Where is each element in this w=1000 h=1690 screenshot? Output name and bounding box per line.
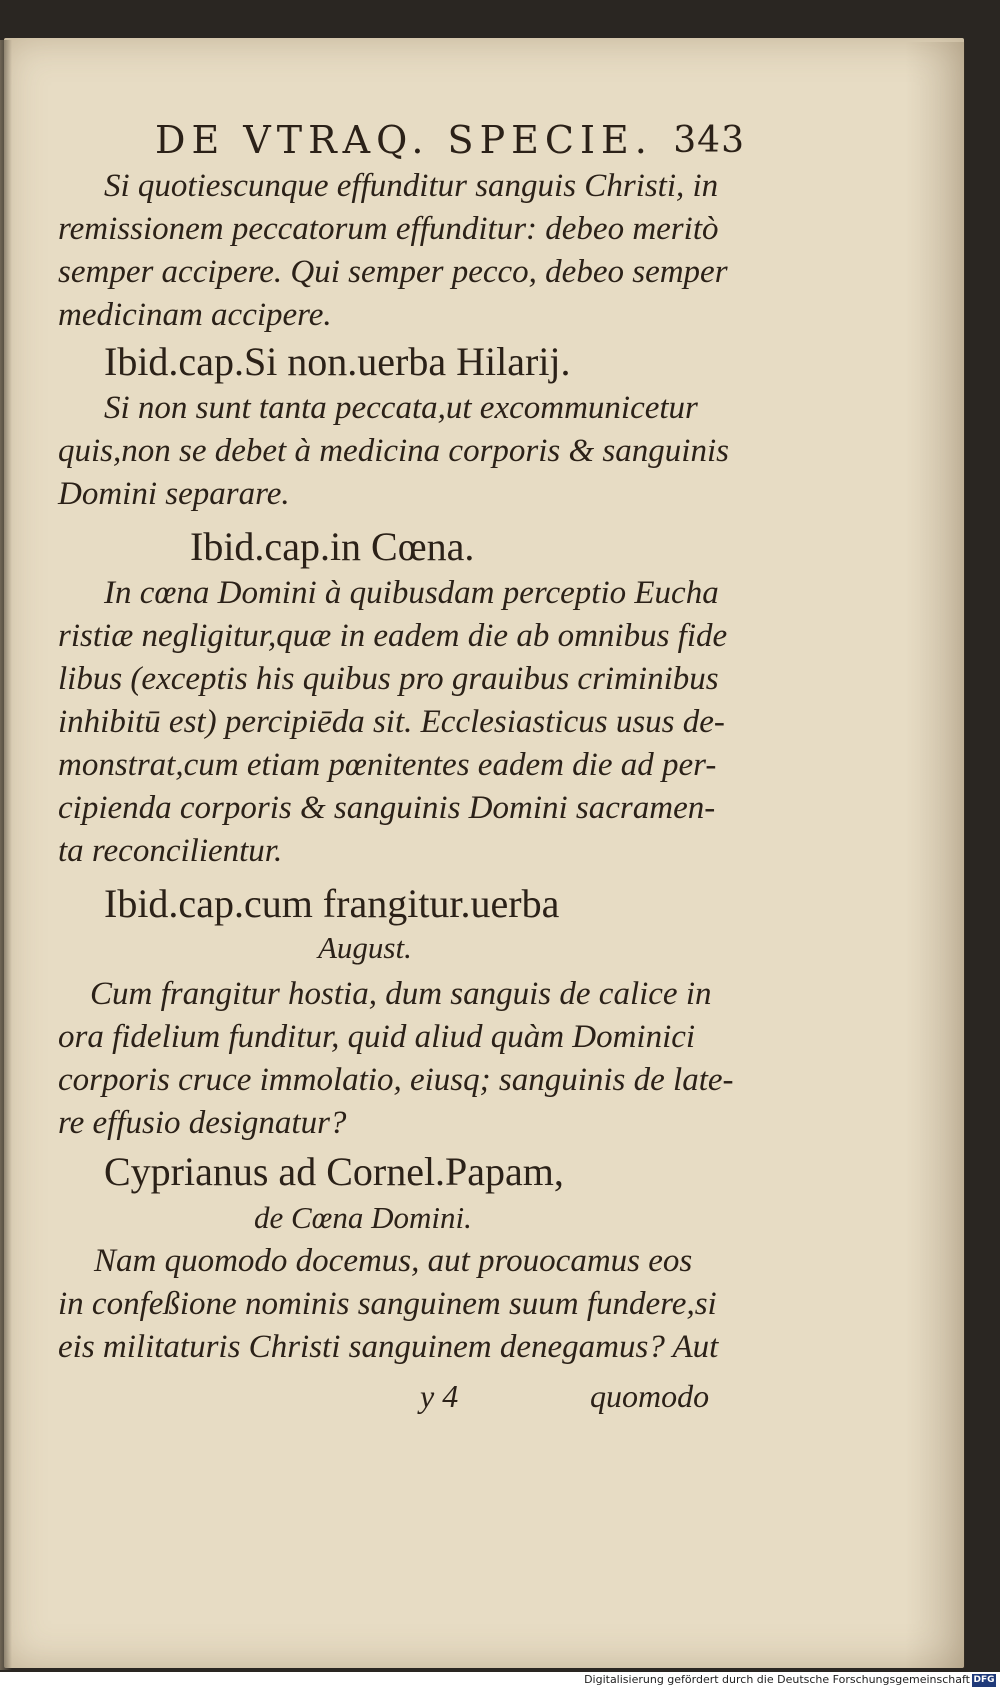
catchword-line — [420, 1378, 750, 1418]
text-line: In cœna Domini à quibusdam perceptio Eucha — [104, 575, 719, 611]
text-line: cipienda corporis & sanguinis Domini sacramen- — [58, 790, 716, 826]
footer-bar — [0, 1672, 1000, 1690]
text-line: medicinam accipere. — [58, 297, 332, 333]
section-heading: Cyprianus ad Cornel.Papam, — [104, 1149, 564, 1194]
running-head-title: DE VTRAQ. SPECIE. — [155, 118, 653, 162]
text-line: inhibitū est) percipiēda sit. Ecclesiasticus usus de- — [58, 704, 725, 740]
text-line: libus (exceptis his quibus pro grauibus criminibus — [58, 661, 719, 697]
text-line: ta reconcilientur. — [58, 833, 283, 869]
page-edge-shadow — [905, 42, 965, 1668]
text-line: Si non sunt tanta peccata,ut excommunicetur — [104, 390, 698, 426]
signature-mark: y 4 — [420, 1378, 459, 1414]
text-line: eis militaturis Christi sanguinem denegamus? Aut — [58, 1329, 719, 1365]
text-line: Domini separare. — [58, 476, 290, 512]
text-line: semper accipere. Qui semper pecco, debeo semper — [58, 254, 728, 290]
running-head — [155, 118, 745, 168]
section-subheading: August. — [318, 930, 412, 965]
section-subheading: de Cœna Domini. — [254, 1200, 472, 1235]
text-line: re effusio designatur? — [58, 1105, 347, 1141]
text-line: Si quotiescunque effunditur sanguis Christi, in — [104, 168, 719, 204]
text-line: ristiæ negligitur,quæ in eadem die ab omnibus fide — [58, 618, 728, 654]
gutter-shadow — [0, 40, 12, 1670]
text-line: Cum frangitur hostia, dum sanguis de calice in — [90, 976, 712, 1012]
text-line: monstrat,cum etiam pœnitentes eadem die ad per- — [58, 747, 717, 783]
text-line: in confeßione nominis sanguinem suum fundere,si — [58, 1286, 717, 1322]
catchword: quomodo — [590, 1378, 710, 1414]
text-line: remissionem peccatorum effunditur: debeo meritò — [58, 211, 719, 247]
section-heading: Ibid.cap.cum frangitur.uerba — [104, 881, 560, 926]
text-line: quis,non se debet à medicina corporis & sanguinis — [58, 433, 729, 469]
text-line: ora fidelium funditur, quid aliud quàm Dominici — [58, 1019, 696, 1055]
page-number: 343 — [673, 120, 745, 161]
footer-credit: Digitalisierung gefördert durch die Deutsche Forschungsgemeinschaft — [584, 1673, 970, 1686]
text-line: Nam quomodo docemus, aut prouocamus eos — [94, 1243, 693, 1279]
section-heading: Ibid.cap.Si non.uerba Hilarij. — [104, 339, 571, 384]
section-heading: Ibid.cap.in Cœna. — [190, 524, 475, 569]
dfg-logo: DFG — [973, 1675, 995, 1685]
text-line: corporis cruce immolatio, eiusq; sanguinis de late- — [58, 1062, 734, 1098]
